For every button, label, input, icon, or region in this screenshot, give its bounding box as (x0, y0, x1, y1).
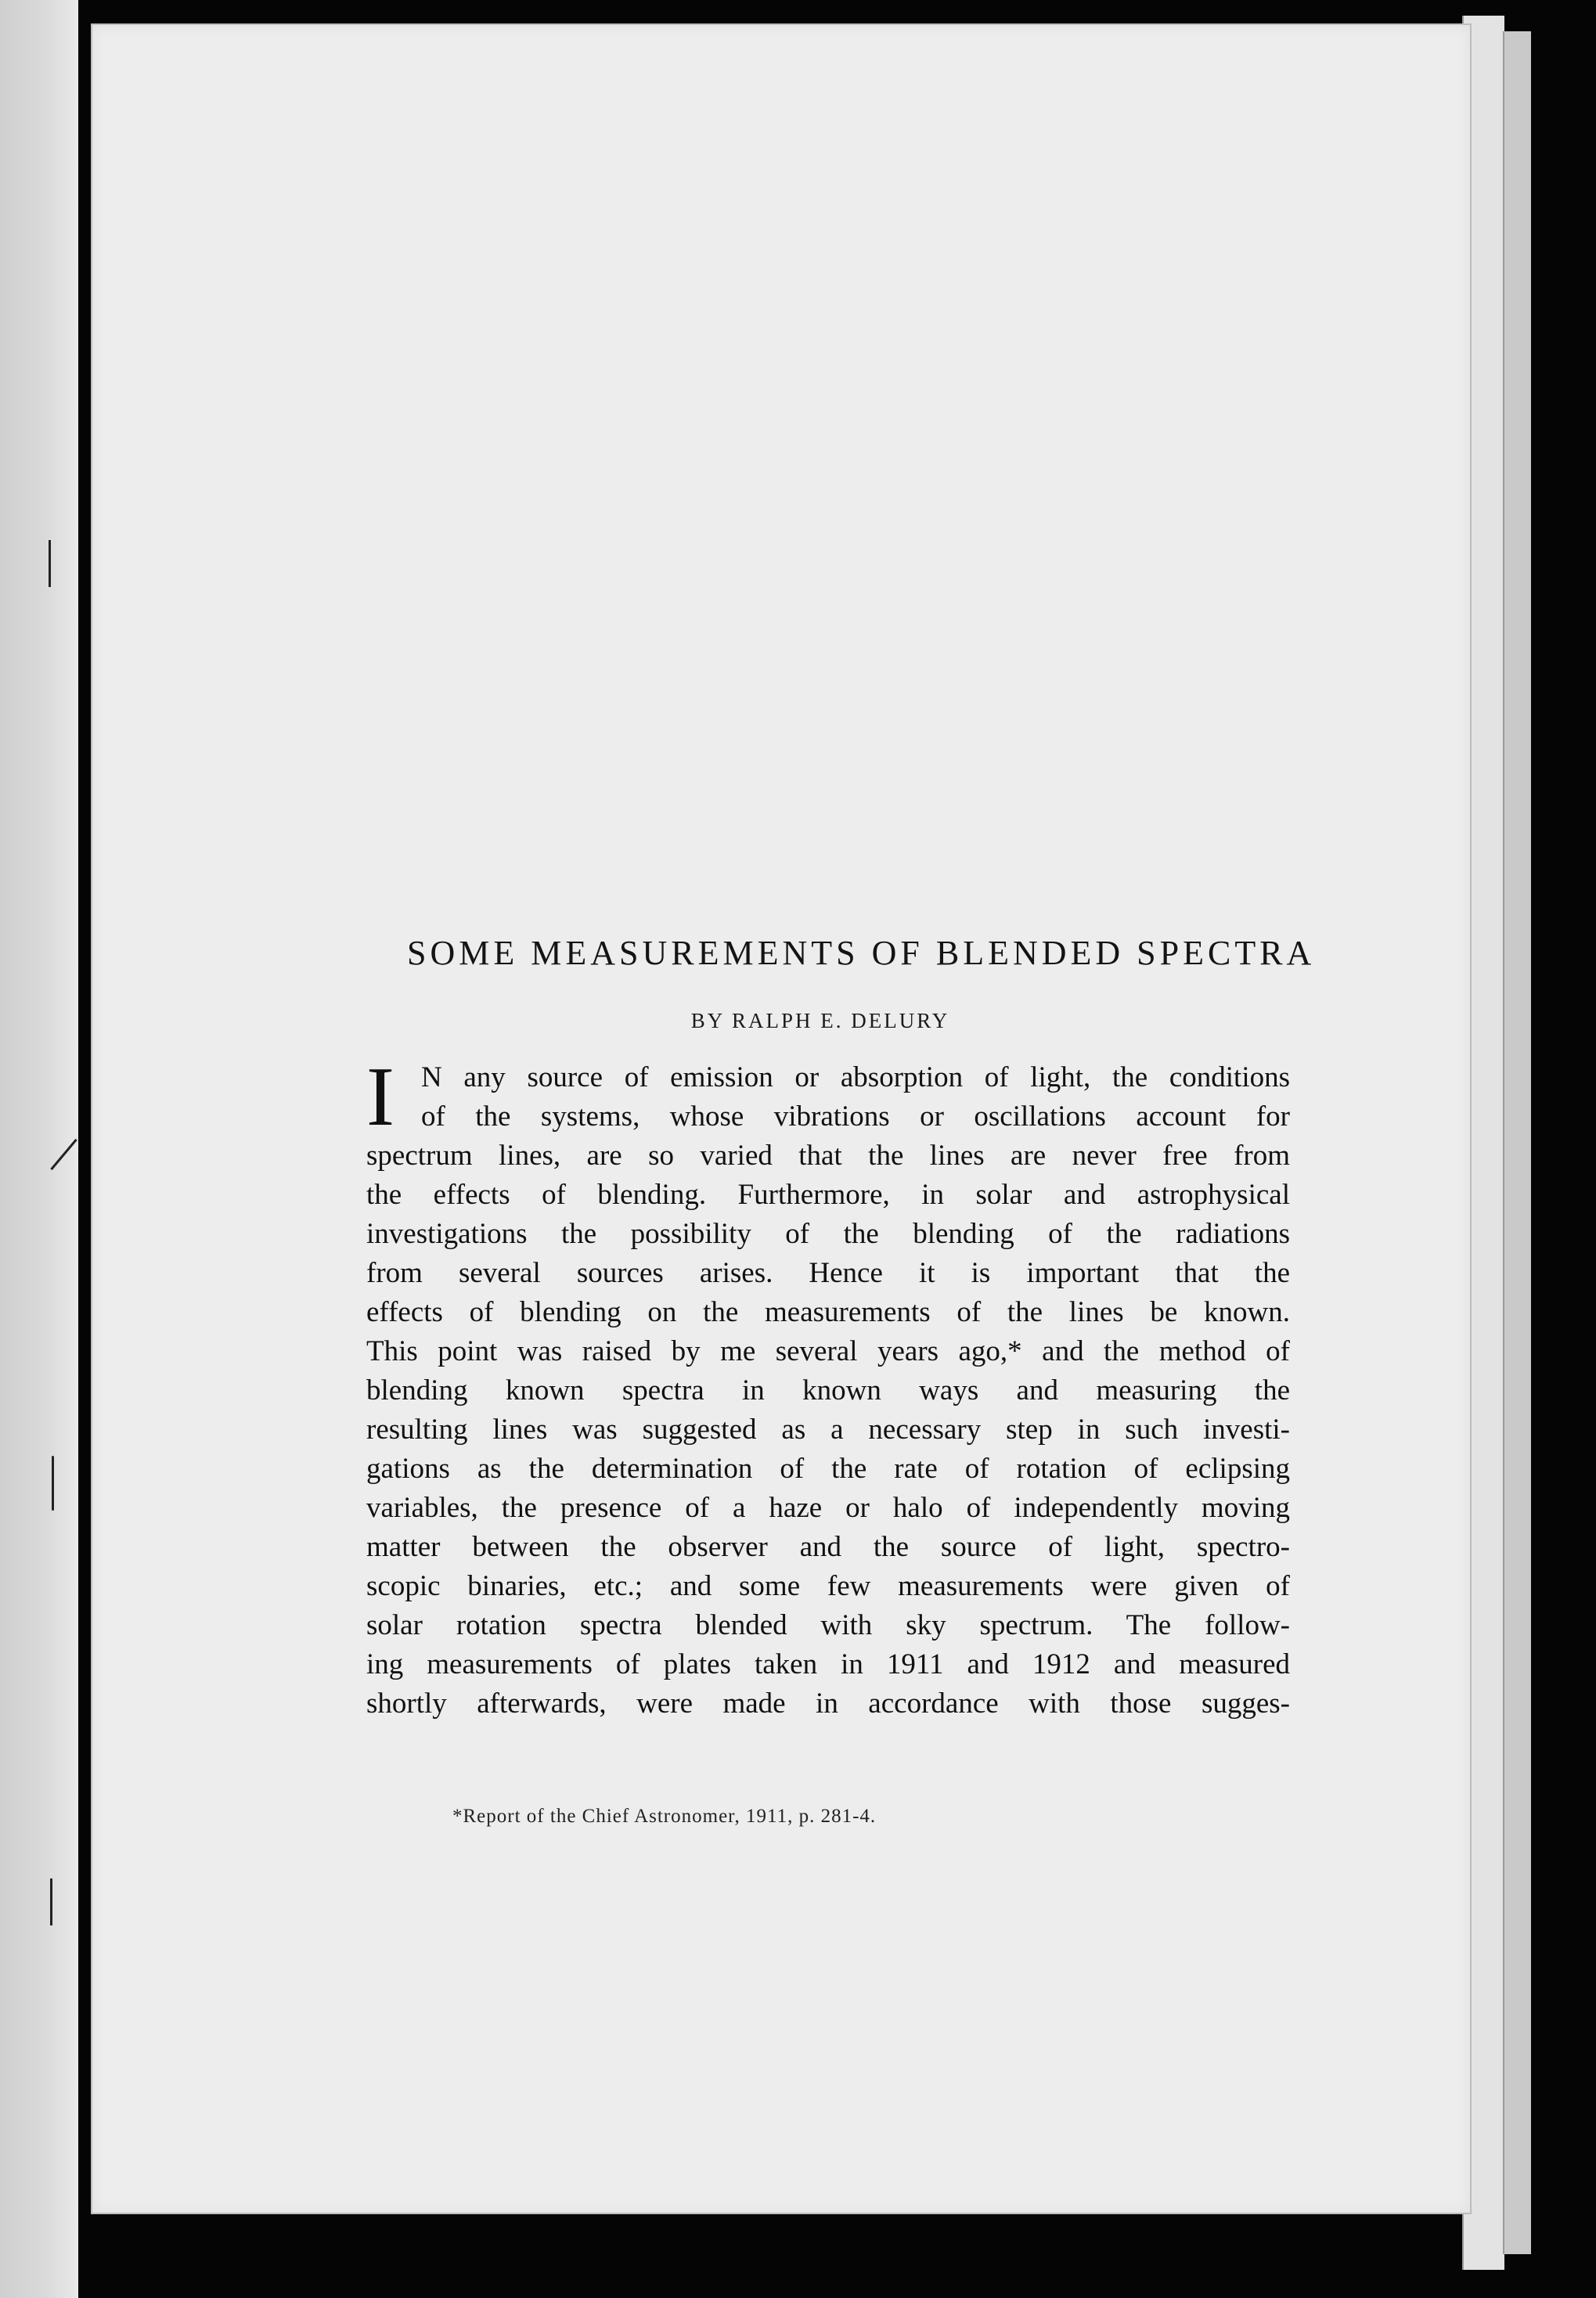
body-line: matter between the observer and the source of light, spectro- (366, 1531, 1290, 1563)
article-title: SOME MEASUREMENTS OF BLENDED SPECTRA (407, 934, 1316, 972)
body-line: resulting lines was suggested as a necessary step in such investi- (366, 1414, 1290, 1446)
body-line: gations as the determination of the rate of rotation of eclipsing (366, 1453, 1290, 1485)
body-line: shortly afterwards, were made in accordance with those sugges- (366, 1687, 1290, 1720)
body-line: investigations the possibility of the blending of the radiations (366, 1218, 1290, 1250)
body-line: from several sources arises. Hence it is important that the (366, 1257, 1290, 1289)
body-line: effects of blending on the measurements of the lines be known. (366, 1296, 1290, 1328)
body-line: of the systems, whose vibrations or oscillations account for (421, 1100, 1290, 1133)
body-line: N any source of emission or absorption of light, the conditions (421, 1061, 1290, 1093)
drop-cap: I (366, 1050, 394, 1144)
page-stack-edge (1503, 31, 1531, 2254)
body-line: scopic binaries, etc.; and some few measurements were given of (366, 1570, 1290, 1602)
scan-mark (52, 1456, 54, 1511)
scan-mark (50, 1878, 52, 1925)
body-line: ing measurements of plates taken in 1911 and 1912 and measured (366, 1648, 1290, 1680)
body-line: This point was raised by me several years ago,* and the method of (366, 1335, 1290, 1367)
adjacent-page-edge (0, 0, 78, 2298)
body-line: spectrum lines, are so varied that the lines are never free from (366, 1140, 1290, 1172)
scanned-page (91, 23, 1472, 2214)
scan-mark (50, 1139, 77, 1170)
footnote: *Report of the Chief Astronomer, 1911, p. 281-4. (452, 1806, 877, 1827)
body-line: solar rotation spectra blended with sky spectrum. The follow- (366, 1609, 1290, 1641)
article-byline: BY RALPH E. DELURY (690, 1009, 950, 1032)
body-line: the effects of blending. Furthermore, in solar and astrophysical (366, 1179, 1290, 1211)
body-line: blending known spectra in known ways and measuring the (366, 1374, 1290, 1407)
scan-mark (49, 540, 51, 587)
body-line: variables, the presence of a haze or halo of independently moving (366, 1492, 1290, 1524)
